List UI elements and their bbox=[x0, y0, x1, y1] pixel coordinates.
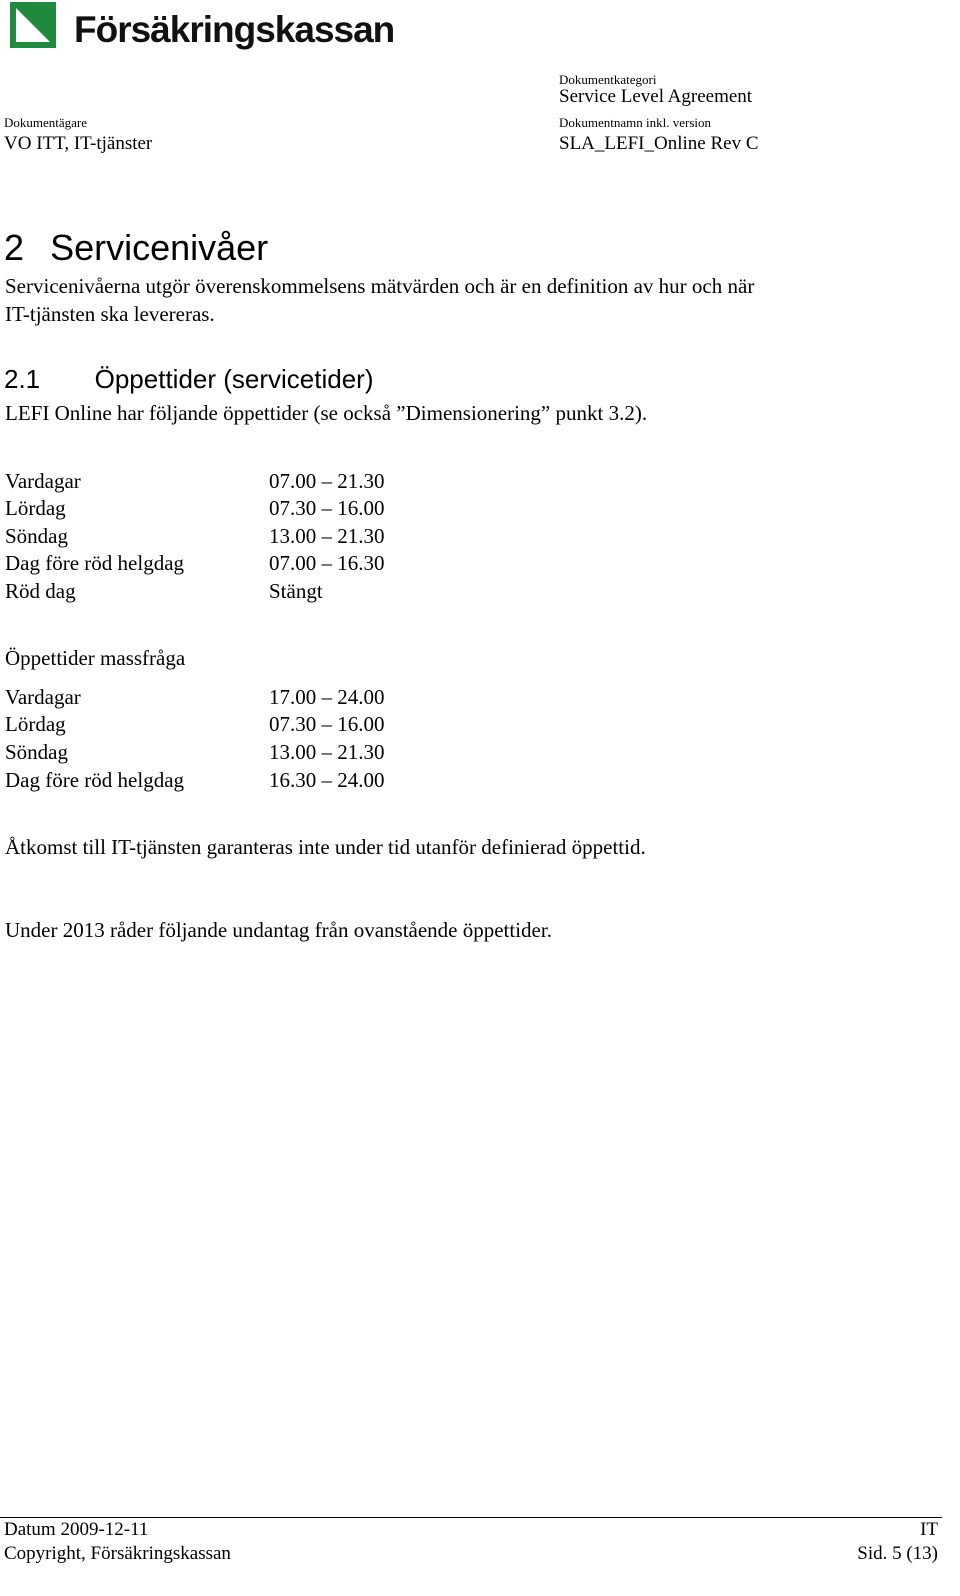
subsection-heading bbox=[4, 364, 374, 394]
mass-hours-day: Söndag bbox=[5, 740, 68, 764]
subsection-title: Öppettider (servicetider) bbox=[94, 364, 374, 394]
owner-label: Dokumentägare bbox=[4, 115, 88, 130]
hours-time: 13.00 – 21.30 bbox=[269, 524, 385, 548]
footer-copyright: Copyright, Försäkringskassan bbox=[4, 1543, 231, 1564]
footer-page-number: Sid. 5 (13) bbox=[857, 1543, 938, 1564]
subsection-intro: LEFI Online har följande öppettider (se också ”Dimensionering” punkt 3.2). bbox=[5, 401, 648, 425]
section-intro: Servicenivåerna utgör överenskommelsens mätvärden och är en definition av hur och när IT-tjänsten ska levereras. bbox=[5, 274, 755, 326]
footer-department: IT bbox=[920, 1519, 938, 1540]
exception-note: Under 2013 råder följande undantag från ovanstående öppettider. bbox=[5, 918, 552, 942]
hours-day: Röd dag bbox=[5, 579, 76, 603]
category-value: Service Level Agreement bbox=[559, 86, 753, 107]
section-title: Servicenivåer bbox=[50, 227, 269, 268]
forsakringskassan-logo-icon bbox=[10, 2, 56, 48]
hours-day: Vardagar bbox=[5, 469, 81, 493]
hours-time: 07.00 – 16.30 bbox=[269, 551, 385, 575]
docname-label: Dokumentnamn inkl. version bbox=[559, 115, 712, 130]
docname-value: SLA_LEFI_Online Rev C bbox=[559, 133, 759, 154]
mass-hours-time: 13.00 – 21.30 bbox=[269, 740, 385, 764]
mass-hours-day: Vardagar bbox=[5, 685, 81, 709]
hours-day: Söndag bbox=[5, 524, 68, 548]
hours-day: Dag före röd helgdag bbox=[5, 551, 185, 575]
hours-time: Stängt bbox=[269, 579, 323, 603]
section-number: 2 bbox=[4, 227, 25, 268]
footer-divider bbox=[0, 1517, 942, 1518]
mass-hours-day: Lördag bbox=[5, 712, 66, 736]
owner-value: VO ITT, IT-tjänster bbox=[4, 133, 153, 154]
mass-hours-time: 16.30 – 24.00 bbox=[269, 768, 385, 792]
hours-day: Lördag bbox=[5, 496, 66, 520]
access-note: Åtkomst till IT-tjänsten garanteras inte under tid utanför definierad öppettid. bbox=[5, 835, 646, 859]
hours-time: 07.00 – 21.30 bbox=[269, 469, 385, 493]
category-label: Dokumentkategori bbox=[559, 72, 657, 87]
brand-name: Försäkringskassan bbox=[74, 9, 395, 50]
mass-hours-day: Dag före röd helgdag bbox=[5, 768, 185, 792]
mass-hours-time: 07.30 – 16.00 bbox=[269, 712, 385, 736]
mass-hours-time: 17.00 – 24.00 bbox=[269, 685, 385, 709]
subsection-number: 2.1 bbox=[4, 364, 41, 394]
footer-date: Datum 2009-12-11 bbox=[4, 1519, 149, 1540]
mass-query-heading: Öppettider massfråga bbox=[5, 646, 186, 670]
section-heading bbox=[4, 228, 268, 268]
hours-time: 07.30 – 16.00 bbox=[269, 496, 385, 520]
